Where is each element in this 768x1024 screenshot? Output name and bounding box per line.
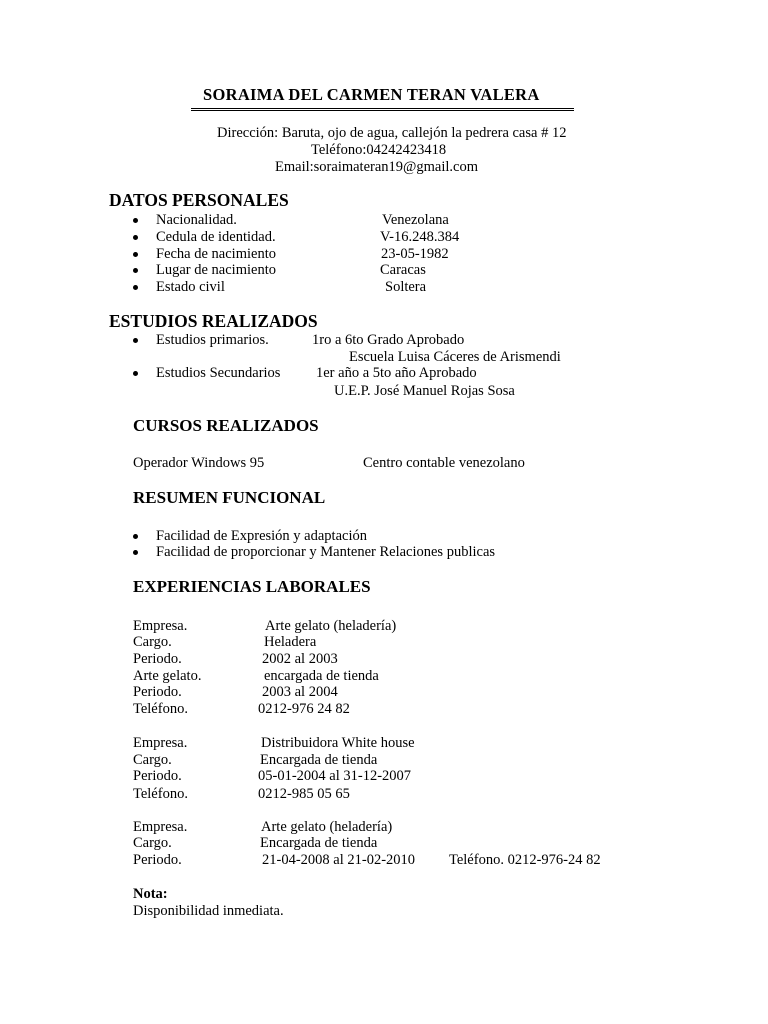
job-value: encargada de tienda <box>264 668 379 684</box>
study-label: Estudios primarios. <box>156 332 269 348</box>
job-value: Heladera <box>264 634 317 650</box>
study-label: Estudios Secundarios <box>156 365 281 381</box>
job-value: 0212-976 24 82 <box>258 701 350 717</box>
job-label: Cargo. <box>133 634 172 650</box>
personal-label: Cedula de identidad. <box>156 229 276 245</box>
course-name: Operador Windows 95 <box>133 455 265 471</box>
section-title-personal: DATOS PERSONALES <box>109 190 289 210</box>
job-value: 2002 al 2003 <box>262 651 338 667</box>
name-underline <box>191 108 574 111</box>
section-title-summary: RESUMEN FUNCIONAL <box>133 488 326 507</box>
job-label: Cargo. <box>133 835 172 851</box>
personal-label: Estado civil <box>156 279 225 295</box>
job-label: Cargo. <box>133 752 172 768</box>
summary-item: Facilidad de proporcionar y Mantener Relaciones publicas <box>156 544 496 560</box>
bullet-icon <box>133 268 138 273</box>
bullet-icon <box>133 285 138 290</box>
note-text: Disponibilidad inmediata. <box>133 903 284 919</box>
phone: Teléfono:04242423418 <box>311 142 447 158</box>
job-label: Empresa. <box>133 735 188 751</box>
job-label: Arte gelato. <box>133 668 202 684</box>
email: Email:soraimateran19@gmail.com <box>275 159 478 175</box>
job-value: Encargada de tienda <box>260 835 378 851</box>
job-phone: Teléfono. 0212-976-24 82 <box>449 852 601 868</box>
personal-value: V-16.248.384 <box>380 229 460 245</box>
job-value: Distribuidora White house <box>261 735 415 751</box>
job-label: Periodo. <box>133 651 182 667</box>
job-value: Arte gelato (heladería) <box>265 618 397 634</box>
personal-value: 23-05-1982 <box>381 246 449 262</box>
bullet-icon <box>133 338 138 343</box>
job-value: Arte gelato (heladería) <box>261 819 393 835</box>
note-title: Nota: <box>133 886 168 902</box>
job-value: 2003 al 2004 <box>262 684 338 700</box>
personal-label: Nacionalidad. <box>156 212 237 228</box>
summary-item: Facilidad de Expresión y adaptación <box>156 528 367 544</box>
section-title-studies: ESTUDIOS REALIZADOS <box>109 311 318 331</box>
address: Dirección: Baruta, ojo de agua, callejón la pedrera casa # 12 <box>217 125 567 141</box>
job-value: 05-01-2004 al 31-12-2007 <box>258 768 412 784</box>
section-title-experience: EXPERIENCIAS LABORALES <box>133 577 371 596</box>
job-value: 21-04-2008 al 21-02-2010 <box>262 852 416 868</box>
personal-value: Soltera <box>385 279 427 295</box>
study-value: 1er año a 5to año Aprobado <box>316 365 477 381</box>
job-label: Empresa. <box>133 819 188 835</box>
job-label: Periodo. <box>133 684 182 700</box>
bullet-icon <box>133 550 138 555</box>
personal-label: Fecha de nacimiento <box>156 246 276 262</box>
bullet-icon <box>133 235 138 240</box>
job-label: Periodo. <box>133 768 182 784</box>
study-school: Escuela Luisa Cáceres de Arismendi <box>349 349 561 365</box>
study-value: 1ro a 6to Grado Aprobado <box>312 332 465 348</box>
personal-value: Caracas <box>380 262 426 278</box>
bullet-icon <box>133 534 138 539</box>
bullet-icon <box>133 252 138 257</box>
personal-label: Lugar de nacimiento <box>156 262 276 278</box>
bullet-icon <box>133 371 138 376</box>
bullet-icon <box>133 218 138 223</box>
job-label: Teléfono. <box>133 786 188 802</box>
personal-value: Venezolana <box>382 212 449 228</box>
study-school: U.E.P. José Manuel Rojas Sosa <box>334 383 515 399</box>
job-value: 0212-985 05 65 <box>258 786 350 802</box>
job-label: Teléfono. <box>133 701 188 717</box>
job-label: Periodo. <box>133 852 182 868</box>
job-label: Empresa. <box>133 618 188 634</box>
course-institution: Centro contable venezolano <box>363 455 525 471</box>
job-value: Encargada de tienda <box>260 752 378 768</box>
section-title-courses: CURSOS REALIZADOS <box>133 416 319 435</box>
applicant-name: SORAIMA DEL CARMEN TERAN VALERA <box>203 85 540 104</box>
